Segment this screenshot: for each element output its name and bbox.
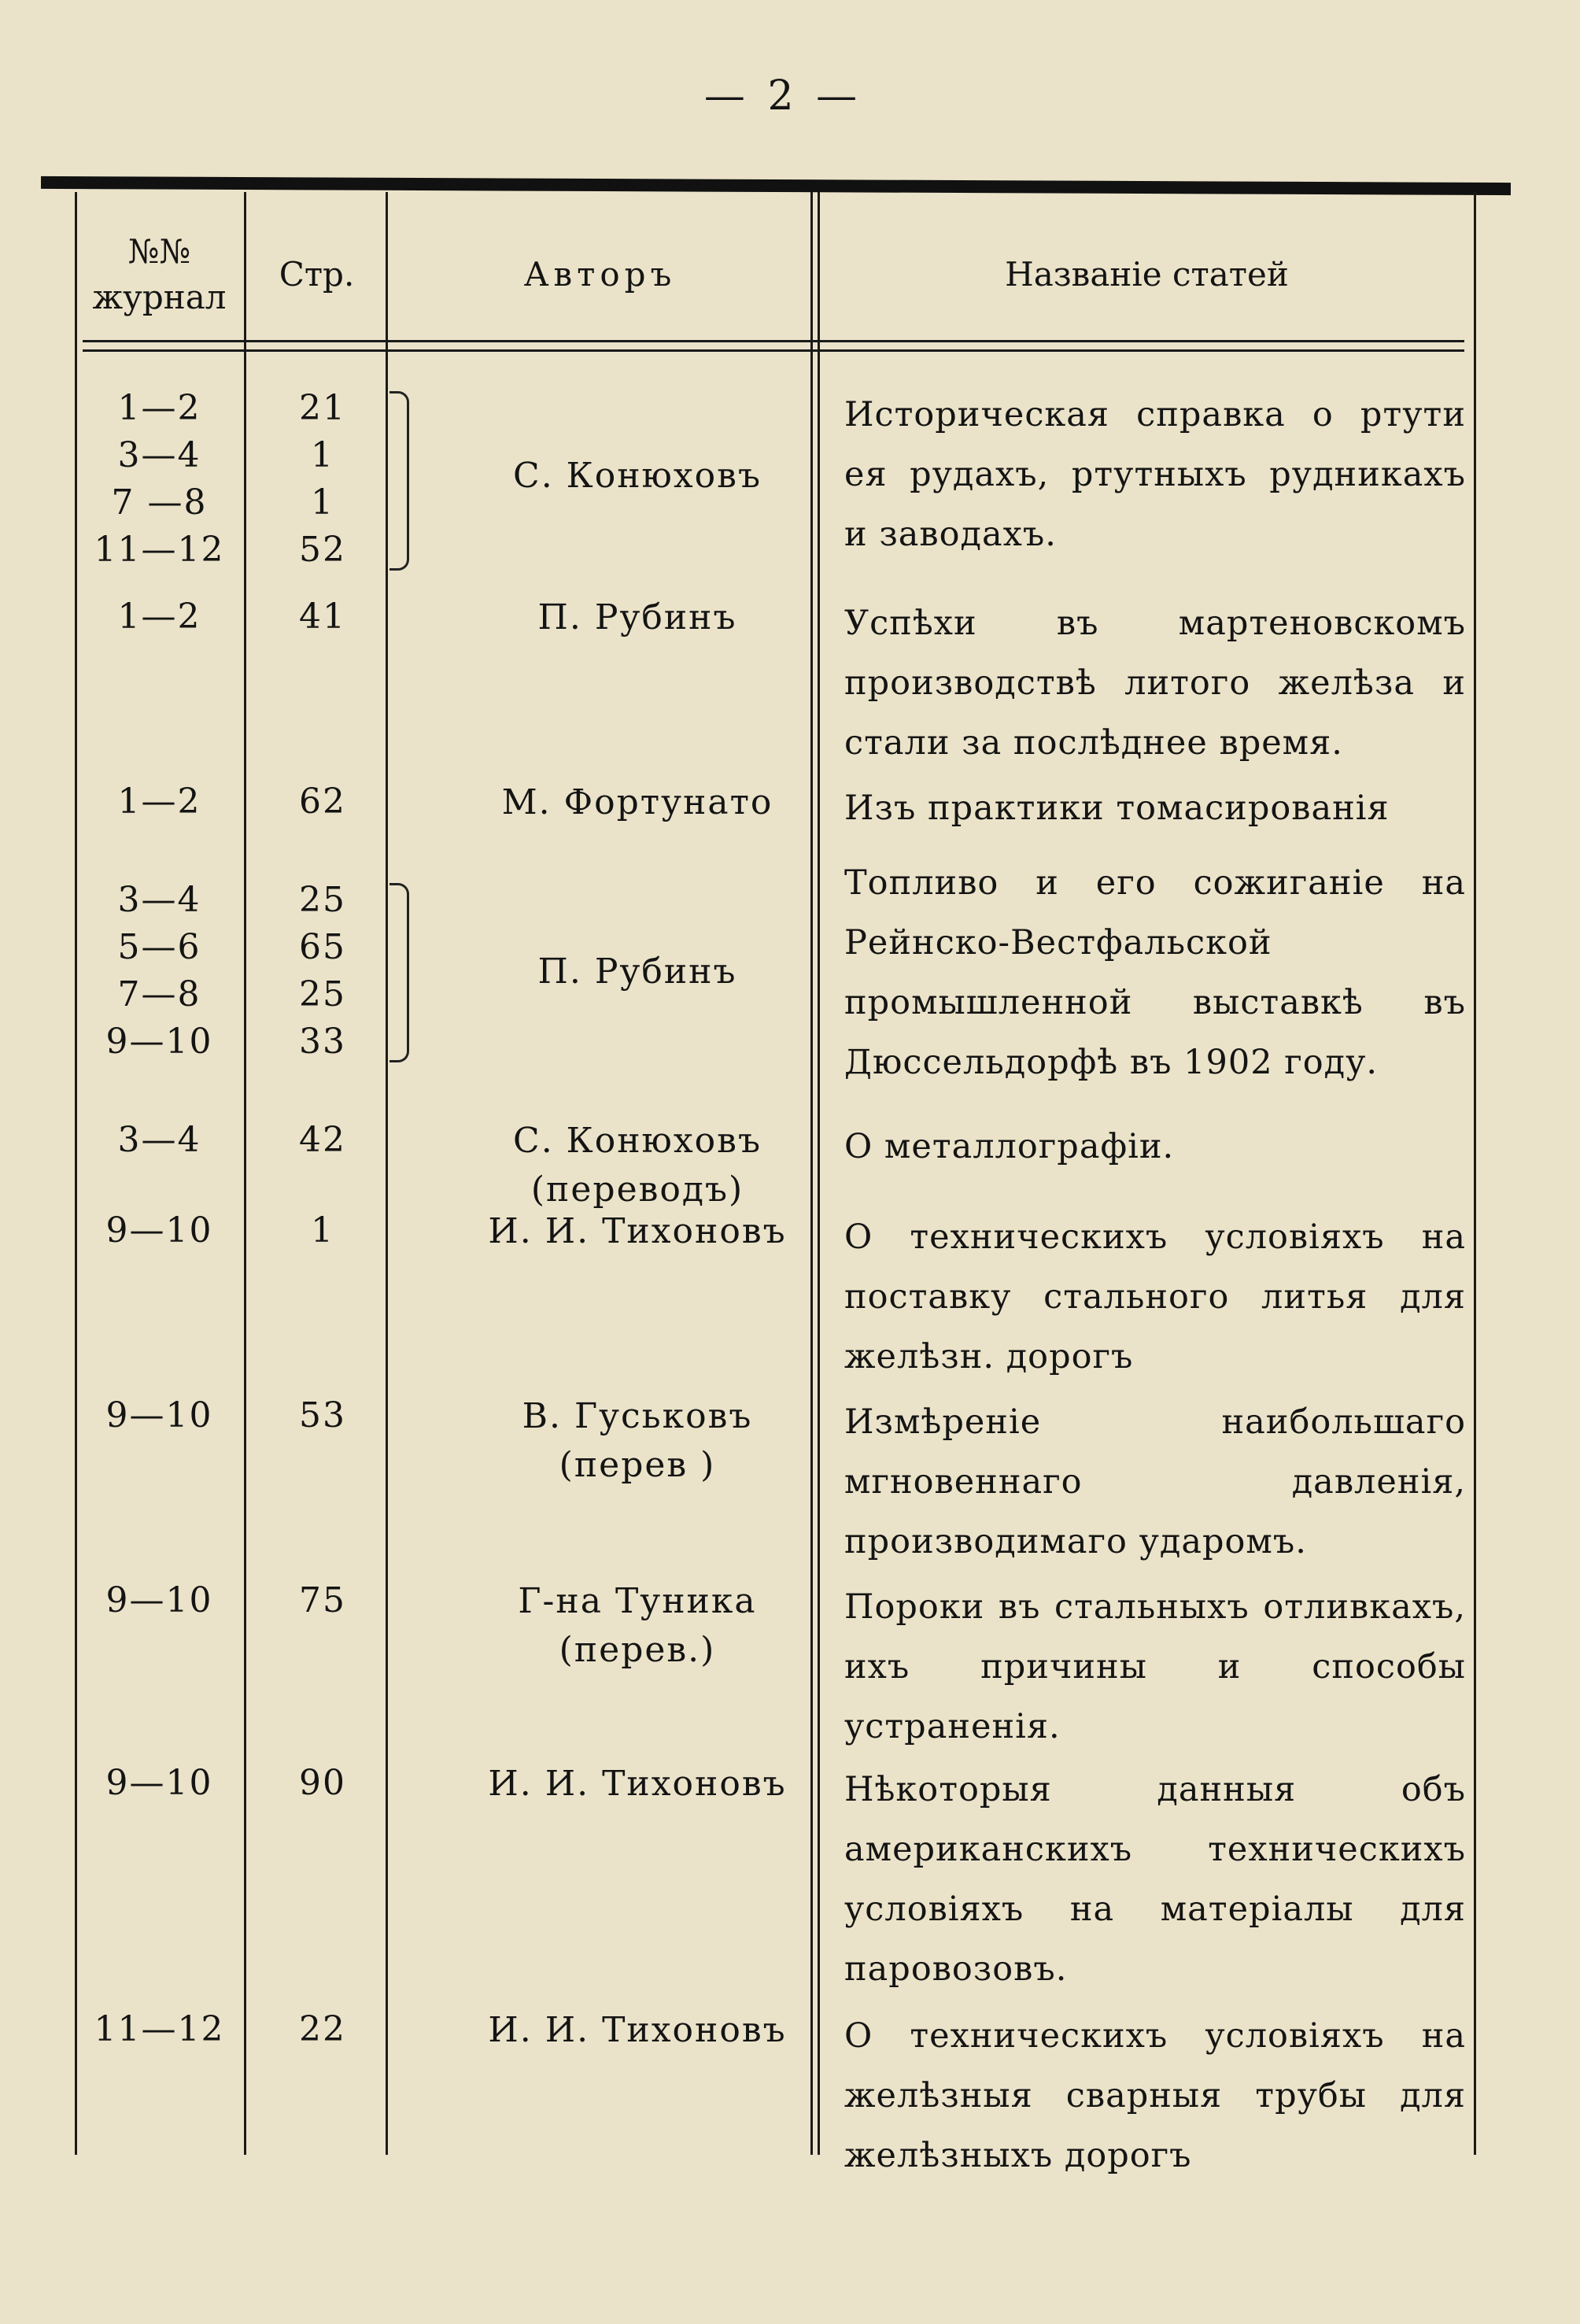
journal-number: 3—4: [117, 880, 201, 920]
page-number-value: 90: [299, 1763, 346, 1803]
page-cell: [260, 877, 386, 1066]
title-cell: О металлографіи.: [844, 1127, 1175, 1166]
page-cell: [260, 1577, 386, 1624]
journal-number: 3—4: [117, 1120, 201, 1160]
author-cell: В. Гуськовъ (перев ): [522, 1396, 753, 1485]
author-cell: С. Конюховъ: [513, 456, 762, 496]
author-cell: И. И. Тихоновъ: [488, 1211, 787, 1251]
journal-cell: [75, 385, 244, 574]
journal-number: 9—10: [105, 1022, 213, 1062]
header-page: Стр.: [279, 255, 355, 294]
journal-number: 9—10: [105, 1210, 213, 1251]
page-number-value: 53: [299, 1395, 346, 1435]
title-cell: Успѣхи въ мартеновскомъ производствѣ литого желѣза и стали за послѣднее время.: [844, 604, 1466, 763]
title-cell: О техническихъ условіяхъ на желѣзныя сварныя трубы для желѣзныхъ дорогъ: [844, 2016, 1466, 2175]
journal-number: 9—10: [105, 1395, 213, 1435]
page-number-value: 1: [311, 1210, 334, 1251]
page-number-value: 25: [299, 974, 346, 1014]
journal-number: 1—2: [117, 597, 201, 637]
page-cell: [260, 778, 386, 826]
author-cell: И. И. Тихоновъ: [488, 2010, 787, 2050]
page-cell: [260, 385, 386, 574]
column-divider: [386, 192, 388, 2155]
page-number-value: 25: [299, 880, 346, 920]
header-author: Авторъ: [523, 255, 677, 294]
journal-cell: [75, 877, 244, 1066]
title-cell: Топливо и его сожиганіе на Рейнско-Вестфальской промышленной выставкѣ въ Дюссельдорфѣ въ 1902 году.: [844, 863, 1466, 1082]
page-number-value: 33: [299, 1022, 346, 1062]
page-number-value: 21: [299, 388, 346, 428]
journal-cell: [75, 1392, 244, 1439]
page-cell: [260, 1392, 386, 1439]
title-cell: Нѣкоторыя данныя объ американскихъ техническихъ условіяхъ на матеріалы для паровозовъ.: [844, 1770, 1466, 1989]
journal-number: 1—2: [117, 388, 201, 428]
journal-number: 7—8: [117, 974, 201, 1014]
journal-number: 7 —8: [111, 482, 208, 523]
page-cell: [260, 1117, 386, 1164]
header-rule: [83, 349, 1464, 352]
page-cell: [260, 2006, 386, 2053]
author-cell: П. Рубинъ: [537, 597, 737, 637]
page-number: — 2 —: [703, 72, 862, 120]
author-cell: С. Конюховъ (переводъ): [513, 1121, 762, 1210]
title-cell: Историческая справка о ртути ея рудахъ, ртутныхъ рудникахъ и заводахъ.: [844, 395, 1466, 554]
journal-cell: [75, 1760, 244, 1807]
page-number-value: 41: [299, 597, 346, 637]
journal-number: 1—2: [117, 781, 201, 822]
journal-number: 9—10: [105, 1763, 213, 1803]
page-number-value: 75: [299, 1580, 346, 1620]
journal-number: 11—12: [94, 2009, 225, 2049]
page-number-value: 1: [311, 482, 334, 523]
page-cell: [260, 593, 386, 641]
journal-cell: [75, 1117, 244, 1164]
author-cell: П. Рубинъ: [537, 951, 737, 992]
journal-cell: [75, 778, 244, 826]
author-cell: И. И. Тихоновъ: [488, 1764, 787, 1804]
journal-number: 5—6: [117, 927, 201, 967]
page-number-value: 65: [299, 927, 346, 967]
page-number-value: 52: [299, 530, 346, 570]
page-number-value: 22: [299, 2009, 346, 2049]
title-cell: О техническихъ условіяхъ на поставку стального литья для желѣзн. дорогъ: [844, 1217, 1466, 1376]
author-cell: М. Фортунато: [501, 782, 773, 822]
title-cell: Пороки въ стальныхъ отливкахъ, ихъ причины и способы устраненія.: [844, 1587, 1466, 1746]
column-divider: [1474, 192, 1476, 2155]
page-cell: [260, 1760, 386, 1807]
title-cell: Изъ практики томасированія: [844, 789, 1390, 828]
page-cell: [260, 1207, 386, 1254]
author-cell: Г-на Туника (перев.): [518, 1581, 757, 1670]
title-cell: Измѣреніе наибольшаго мгновеннаго давленія, производимаго ударомъ.: [844, 1402, 1466, 1561]
header-title: Названіе статей: [1005, 255, 1289, 294]
column-divider: [244, 192, 246, 2155]
articles-table: [75, 192, 1483, 2175]
journal-cell: [75, 1577, 244, 1624]
journal-cell: [75, 2006, 244, 2053]
header-rule: [83, 340, 1464, 342]
journal-cell: [75, 1207, 244, 1254]
journal-cell: [75, 593, 244, 641]
page-number-value: 62: [299, 781, 346, 822]
page-number-value: 1: [311, 435, 334, 475]
header-journal: №№ журнал: [92, 232, 227, 316]
journal-number: 3—4: [117, 435, 201, 475]
journal-number: 11—12: [94, 530, 225, 570]
page-number-value: 42: [299, 1120, 346, 1160]
journal-number: 9—10: [105, 1580, 213, 1620]
